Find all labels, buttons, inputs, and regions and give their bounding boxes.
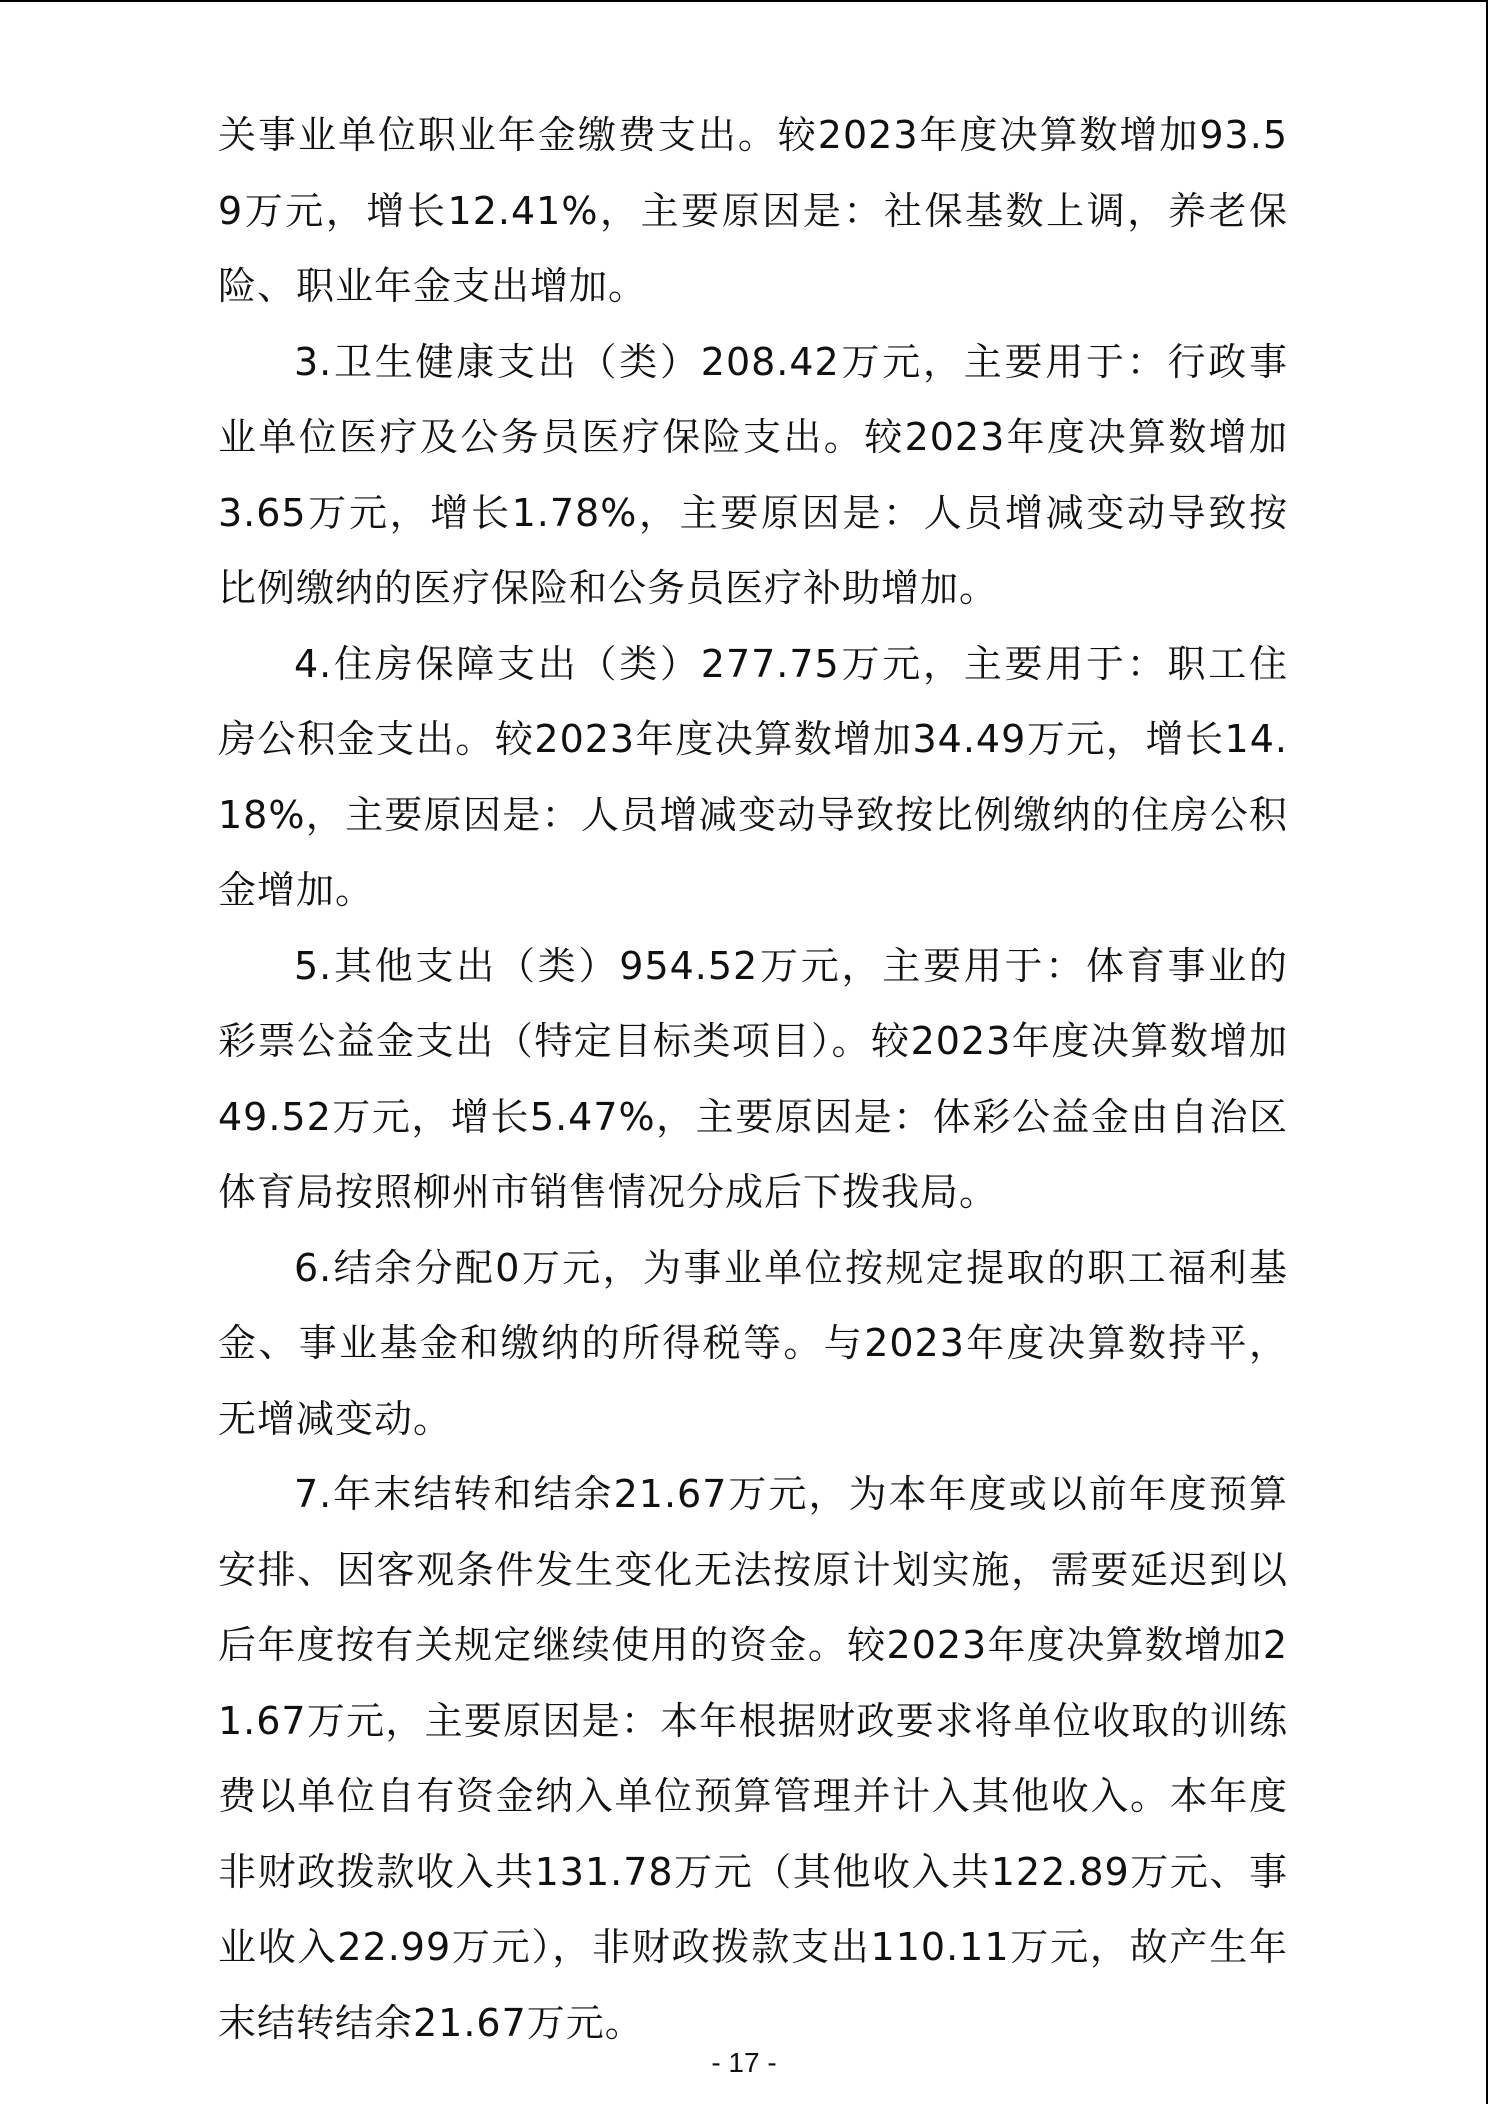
paragraph-pension-continuation: 关事业单位职业年金缴费支出。较2023年度决算数增加93.59万元，增长12.41%，主要原因是：社保基数上调，养老保险、职业年金支出增加。	[218, 113, 1288, 308]
paragraph-year-end-carryover: 7.年末结转和结余21.67万元，为本年度或以前年度预算安排、因客观条件发生变化无法按原计划实施，需要延迟到以后年度按有关规定继续使用的资金。较2023年度决算数增加21.67万元，主要原因是：本年根据财政要求将单位收取的训练费以单位自有资金纳入单位预算管理并计入其他收入。本年度非财政拨款收入共131.78万元（其他收入共122.89万元、事业收入22.99万元），非财政拨款支出110.11万元，故产生年末结转结余21.67万元。	[218, 1472, 1288, 2045]
top-border-line	[0, 0, 1488, 2]
paragraph-surplus-distribution: 6.结余分配0万元，为事业单位按规定提取的职工福利基金、事业基金和缴纳的所得税等。与2023年度决算数持平，无增减变动。	[218, 1245, 1288, 1441]
paragraph-other-expenditure: 5.其他支出（类）954.52万元，主要用于：体育事业的彩票公益金支出（特定目标类项目）。较2023年度决算数增加49.52万元，增长5.47%，主要原因是：体彩公益金由自治区体育局按照柳州市销售情况分成后下拨我局。	[218, 943, 1288, 1214]
paragraph-health-expenditure: 3.卫生健康支出（类）208.42万元，主要用于：行政事业单位医疗及公务员医疗保险支出。较2023年度决算数增加3.65万元，增长1.78%，主要原因是：人员增减变动导致按比例缴纳的医疗保险和公务员医疗补助增加。	[218, 339, 1288, 610]
page-number: - 17 -	[711, 2047, 777, 2078]
document-body	[218, 98, 1288, 2061]
paragraph-housing-expenditure: 4.住房保障支出（类）277.75万元，主要用于：职工住房公积金支出。较2023年度决算数增加34.49万元，增长14.18%，主要原因是：人员增减变动导致按比例缴纳的住房公积金增加。	[218, 641, 1288, 912]
